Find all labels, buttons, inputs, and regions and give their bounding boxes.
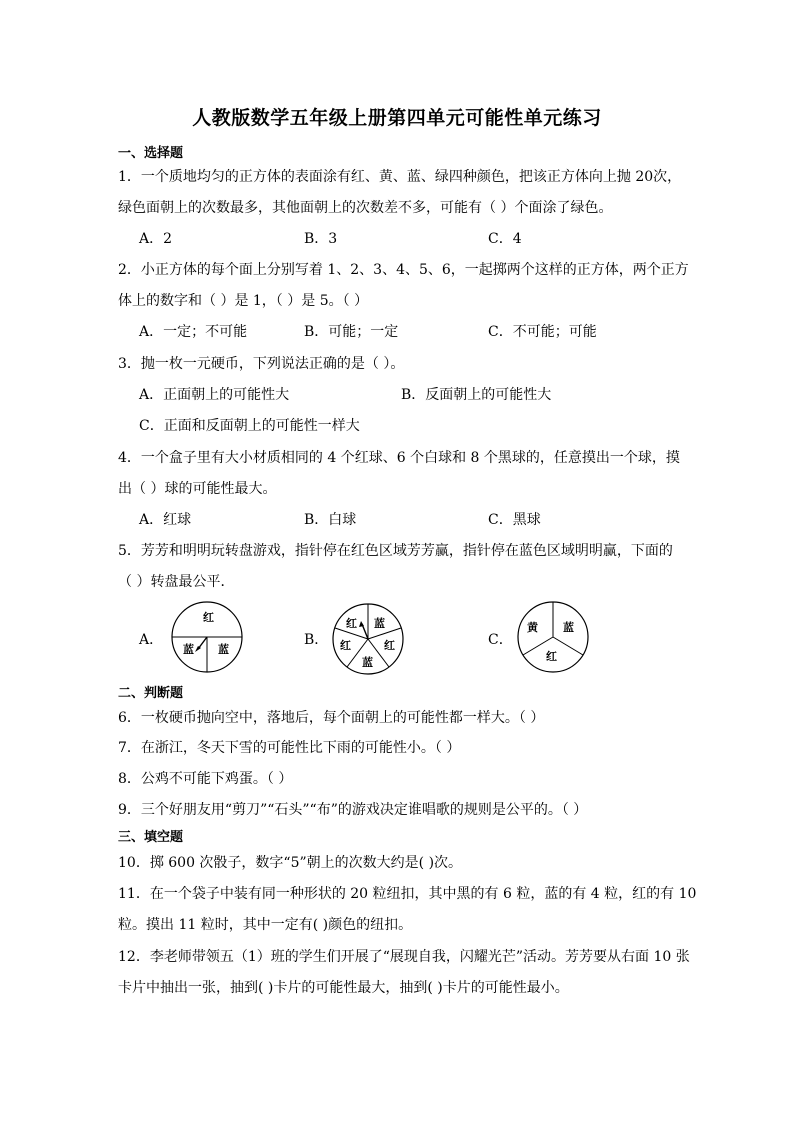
page-title: 人教版数学五年级上册第四单元可能性单元练习: [192, 107, 602, 129]
q12-line2: 卡片中抽出一张，抽到( )卡片的可能性最大，抽到( )卡片的可能性最小。: [118, 980, 569, 996]
q5-line2: （ ）转盘最公平．: [118, 574, 235, 590]
q1-option-a: A．2: [139, 231, 173, 247]
q2-line2: 体上的数字和（ ）是 1，（ ）是 5。（ ）: [118, 293, 369, 309]
q5-option-b: B．: [304, 632, 329, 648]
q1-line2: 绿色面朝上的次数最多，其他面朝上的次数差不多，可能有（ ）个面涂了绿色。: [118, 200, 613, 216]
q6-line: 6．一枚硬币抛向空中，落地后，每个面朝上的可能性都一样大。（ ）: [118, 710, 545, 726]
spinner-a-label: 蓝: [183, 643, 194, 656]
q3-option-c: C．正面和反面朝上的可能性一样大: [139, 418, 360, 434]
q4-option-a: A．红球: [139, 512, 192, 528]
q4-option-b: B．白球: [304, 512, 357, 528]
q3-line1: 3．抛一枚一元硬币，下列说法正确的是（ ）。: [118, 356, 405, 372]
q3-option-a: A．正面朝上的可能性大: [139, 387, 290, 403]
q12-line1: 12．李老师带领五（1）班的学生们开展了“展现自我，闪耀光芒”活动。芳芳要从右面 10 张: [118, 949, 690, 965]
q11-line1: 11．在一个袋子中装有同一种形状的 20 粒纽扣，其中黑的有 6 粒，蓝的有 4 粒，红的有 10: [118, 886, 697, 902]
q4-option-c: C．黑球: [488, 512, 541, 528]
q4-line2: 出（ ）球的可能性最大。: [118, 481, 277, 497]
spinner-b-label: 红: [384, 639, 395, 652]
spinner-a-label: 红: [203, 611, 214, 624]
section-heading-choice: 一、选择题: [118, 146, 184, 161]
q5-spinner-b: [331, 602, 405, 676]
q5-option-a: A．: [139, 632, 164, 648]
spinner-a-label: 蓝: [218, 643, 229, 656]
q5-line1: 5．芳芳和明明玩转盘游戏，指针停在红色区域芳芳赢，指针停在蓝色区域明明赢，下面的: [118, 543, 673, 559]
spinner-b-label: 红: [346, 617, 357, 630]
q11-line2: 粒。摸出 11 粒时，其中一定有( )颜色的纽扣。: [118, 917, 413, 933]
q5-spinner-c: [516, 600, 590, 674]
spinner-c-label: 黄: [527, 621, 538, 634]
q2-option-b: B．可能；一定: [304, 324, 399, 340]
spinner-c-label: 红: [546, 650, 557, 663]
q7-line: 7．在浙江，冬天下雪的可能性比下雨的可能性小。（ ）: [118, 740, 461, 756]
section-heading-fill: 三、填空题: [118, 830, 184, 845]
q10-line: 10．掷 600 次骰子，数字“5”朝上的次数大约是( )次。: [118, 855, 463, 871]
q2-option-a: A．一定；不可能: [139, 324, 248, 340]
q4-line1: 4．一个盒子里有大小材质相同的 4 个红球、6 个白球和 8 个黑球的，任意摸出一个球，摸: [118, 450, 680, 466]
spinner-b-label: 蓝: [362, 656, 373, 669]
spinner-c-label: 蓝: [563, 621, 574, 634]
q2-option-c: C．不可能；可能: [488, 324, 597, 340]
q2-line1: 2．小正方体的每个面上分别写着 1、2、3、4、5、6，一起掷两个这样的正方体，两个正方: [118, 262, 689, 278]
q1-option-c: C．4: [488, 231, 522, 247]
q3-option-b: B．反面朝上的可能性大: [401, 387, 552, 403]
q5-spinner-a: [170, 600, 244, 674]
section-heading-judge: 二、判断题: [118, 686, 184, 701]
q5-option-c: C．: [488, 632, 513, 648]
q9-line: 9．三个好朋友用“剪刀”“石头”“布”的游戏决定谁唱歌的规则是公平的。（ ）: [118, 802, 588, 818]
q1-option-b: B．3: [304, 231, 338, 247]
spinner-b-label: 红: [340, 639, 351, 652]
spinner-b-label: 蓝: [374, 617, 385, 630]
q8-line: 8．公鸡不可能下鸡蛋。（ ）: [118, 771, 293, 787]
q1-line1: 1．一个质地均匀的正方体的表面涂有红、黄、蓝、绿四种颜色，把该正方体向上抛 20次，: [118, 169, 682, 185]
